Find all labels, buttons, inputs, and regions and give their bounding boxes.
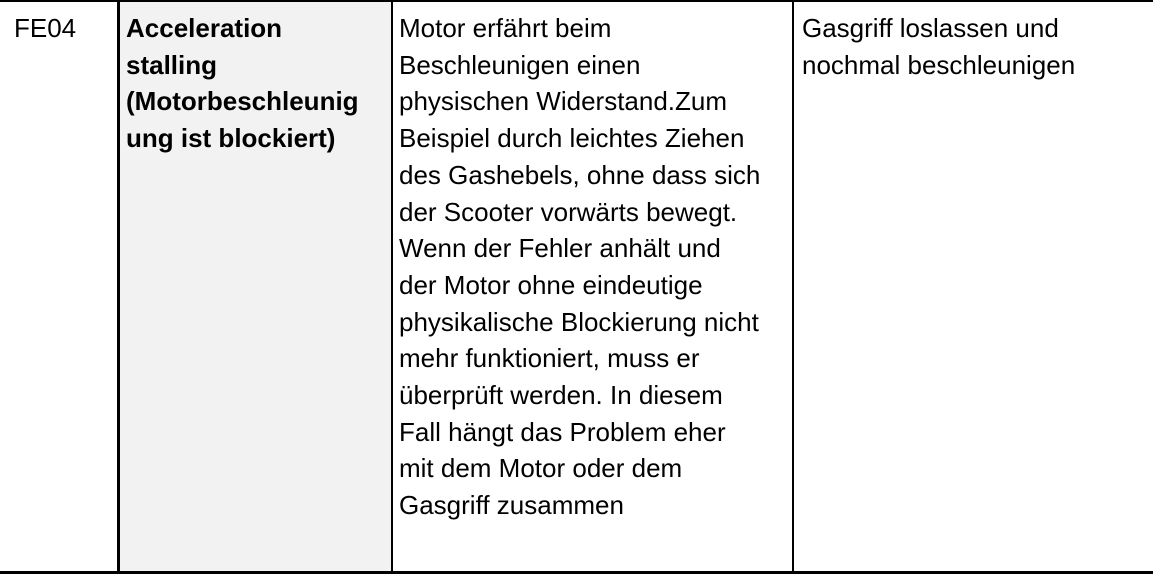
error-code: FE04 <box>14 13 77 43</box>
description-line: mehr funktioniert, muss er <box>399 343 700 374</box>
error-name-line: Acceleration <box>126 13 283 43</box>
description-line: der Motor ohne eindeutige <box>399 269 703 300</box>
description-line: physikalische Blockierung nicht <box>399 306 759 337</box>
description-line: Fall hängt das Problem eher <box>399 416 726 447</box>
description-line: Gasgriff zusammen <box>399 490 624 521</box>
action-line: nochmal beschleunigen <box>802 49 1076 80</box>
description-line: Wenn der Fehler anhält und <box>399 233 721 264</box>
error-code-cell <box>0 2 120 571</box>
error-name-line: ung ist blockiert) <box>126 123 336 154</box>
error-description-cell <box>393 2 794 571</box>
error-name-line: stalling <box>126 49 218 80</box>
table-row <box>0 2 1153 571</box>
corrective-action-cell <box>794 2 1153 571</box>
description-line: der Scooter vorwärts bewegt. <box>399 196 738 227</box>
error-name-line: (Motorbeschleunig <box>126 86 359 117</box>
description-line: Beschleunigen einen <box>399 49 641 80</box>
description-line: überprüft werden. In diesem <box>399 380 723 411</box>
description-line: Motor erfährt beim <box>399 13 612 43</box>
action-line: Gasgriff loslassen und <box>802 13 1059 43</box>
error-name-cell <box>120 2 393 571</box>
description-line: mit dem Motor oder dem <box>399 453 683 484</box>
description-line: physischen Widerstand.Zum <box>399 86 728 117</box>
description-line: Beispiel durch leichtes Ziehen <box>399 123 745 154</box>
description-line: des Gashebels, ohne dass sich <box>399 159 761 190</box>
